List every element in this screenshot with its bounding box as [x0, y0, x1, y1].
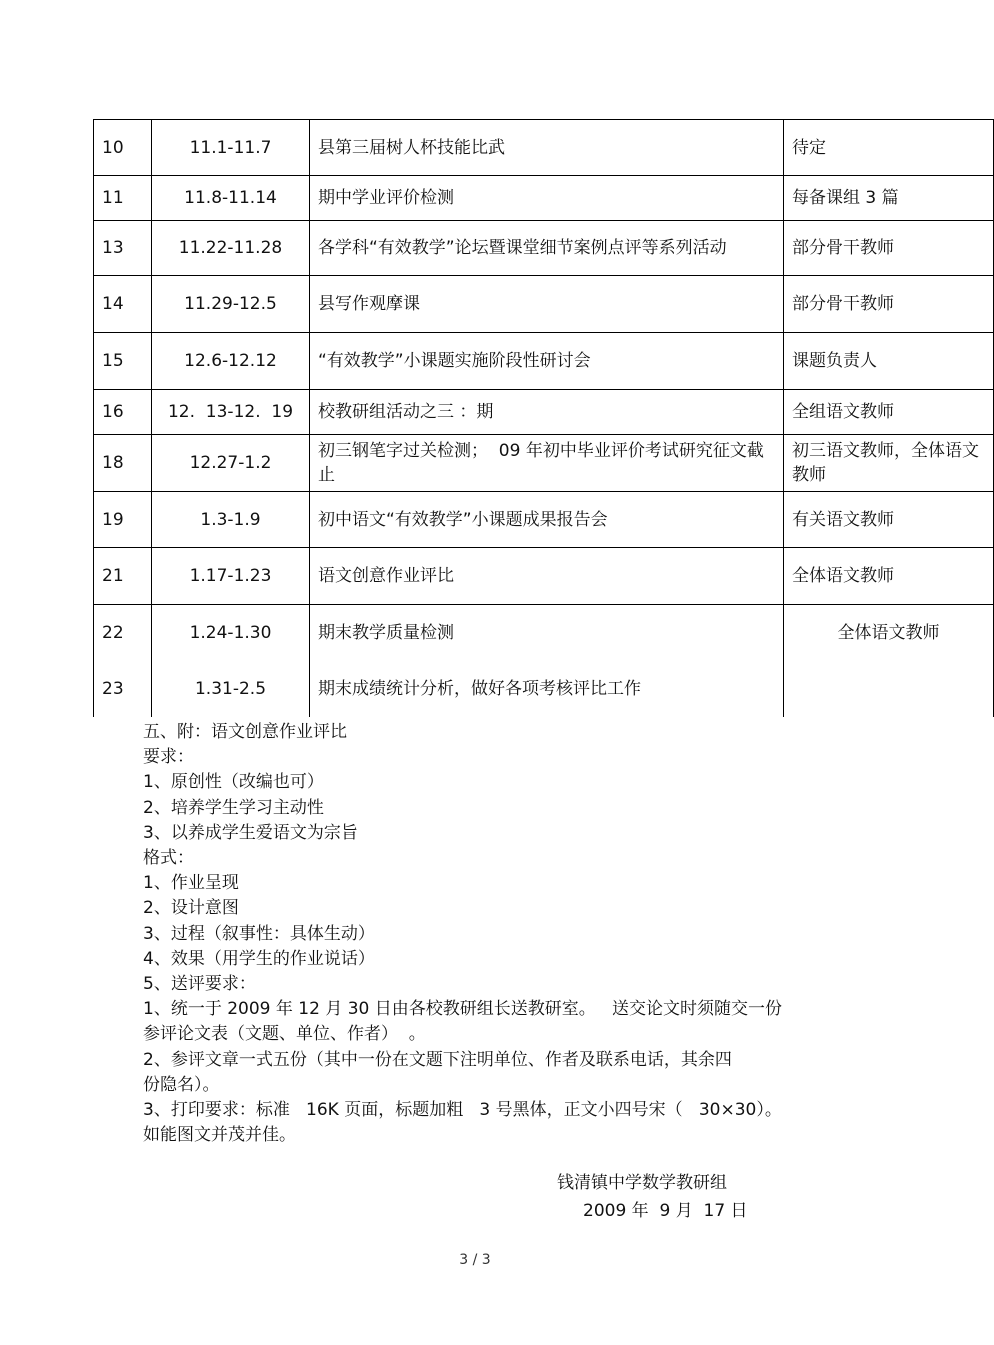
- table-row: [94, 390, 994, 435]
- text-line: 格式：: [143, 848, 194, 869]
- appendix-text: [143, 720, 843, 1148]
- row-number: 18: [94, 435, 152, 492]
- row-date: 11.22-11.28: [152, 221, 310, 276]
- text-line: 1、原创性（改编也可）: [143, 772, 324, 793]
- text-line: 参评论文表（文题、单位、作者） 。: [143, 1024, 426, 1045]
- row-number: 23: [94, 661, 152, 717]
- row-content: 校教研组活动之三 ：期: [310, 390, 784, 435]
- row-date: 12. 13-12. 19: [152, 390, 310, 435]
- text-line: 4、效果（用学生的作业说话）: [143, 948, 375, 969]
- row-number: 10: [94, 120, 152, 176]
- table-row: [94, 605, 994, 661]
- row-date: 1.17-1.23: [152, 548, 310, 605]
- row-content: 县写作观摩课: [310, 276, 784, 333]
- text-line: 2、设计意图: [143, 898, 239, 919]
- row-participants: 全组语文教师: [784, 390, 994, 435]
- text-line: 1、统一于 2009 年 12 月 30 日由各校教研组长送教研室。 送交论文时须随交一份: [143, 999, 782, 1020]
- row-date: 1.3-1.9: [152, 492, 310, 548]
- row-content: 县第三届树人杯技能比武: [310, 120, 784, 176]
- table-row: [94, 435, 994, 492]
- text-line: 1、作业呈现: [143, 873, 239, 894]
- row-participants: 全体语文教师: [784, 605, 994, 661]
- row-participants: 每备课组 3 篇: [784, 176, 994, 221]
- row-participants: 全体语文教师: [784, 548, 994, 605]
- table-row: [94, 333, 994, 390]
- table-row: [94, 221, 994, 276]
- row-date: 11.29-12.5: [152, 276, 310, 333]
- row-content: 期中学业评价检测: [310, 176, 784, 221]
- row-participants: 部分骨干教师: [784, 276, 994, 333]
- table-row: [94, 492, 994, 548]
- table-row: [94, 276, 994, 333]
- row-number: 15: [94, 333, 152, 390]
- row-participants: 课题负责人: [784, 333, 994, 390]
- row-participants: [784, 661, 994, 717]
- page-number: 3 / 3: [459, 1252, 491, 1268]
- row-date: 12.6-12.12: [152, 333, 310, 390]
- row-date: 1.31-2.5: [152, 661, 310, 717]
- signature-date: 2009 年 9 月 17 日: [583, 1201, 748, 1221]
- text-line: 如能图文并茂并佳。: [143, 1125, 296, 1146]
- row-content: 初三钢笔字过关检测； 09 年初中毕业评价考试研究征文截止: [310, 435, 784, 492]
- row-content: 各学科“有效教学”论坛暨课堂细节案例点评等系列活动: [310, 221, 784, 276]
- text-line: 2、培养学生学习主动性: [143, 797, 324, 818]
- row-content: 初中语文“有效教学”小课题成果报告会: [310, 492, 784, 548]
- row-number: 11: [94, 176, 152, 221]
- row-number: 14: [94, 276, 152, 333]
- text-line: 3、过程（叙事性：具体生动）: [143, 923, 375, 944]
- table-row: [94, 176, 994, 221]
- text-line: 五、附：语文创意作业评比: [143, 722, 347, 742]
- row-date: 1.24-1.30: [152, 605, 310, 661]
- text-line: 3、以养成学生爱语文为宗旨: [143, 822, 358, 843]
- signature-org: 钱清镇中学数学教研组: [557, 1173, 727, 1193]
- row-number: 22: [94, 605, 152, 661]
- table-row: [94, 120, 994, 176]
- row-content: 语文创意作业评比: [310, 548, 784, 605]
- row-participants: 待定: [784, 120, 994, 176]
- row-content: 期末教学质量检测: [310, 605, 784, 661]
- text-line: 3、打印要求：标准 16K 页面，标题加粗 3 号黑体，正文小四号宋（ 30×30）。: [143, 1100, 782, 1121]
- text-line: 5、送评要求：: [143, 974, 256, 995]
- row-participants: 初三语文教师，全体语文教师: [784, 435, 994, 492]
- row-number: 19: [94, 492, 152, 548]
- row-number: 16: [94, 390, 152, 435]
- row-content: 期末成绩统计分析，做好各项考核评比工作: [310, 661, 784, 717]
- row-content: “有效教学”小课题实施阶段性研讨会: [310, 333, 784, 390]
- text-line: 份隐名）。: [143, 1074, 220, 1095]
- schedule-table: [93, 119, 994, 717]
- row-date: 11.8-11.14: [152, 176, 310, 221]
- row-participants: 部分骨干教师: [784, 221, 994, 276]
- table-row: [94, 548, 994, 605]
- row-date: 11.1-11.7: [152, 120, 310, 176]
- row-participants: 有关语文教师: [784, 492, 994, 548]
- row-date: 12.27-1.2: [152, 435, 310, 492]
- row-number: 21: [94, 548, 152, 605]
- text-line: 2、参评文章一式五份（其中一份在文题下注明单位、作者及联系电话，其余四: [143, 1049, 732, 1070]
- row-number: 13: [94, 221, 152, 276]
- text-line: 要求：: [143, 747, 194, 768]
- table-row: [94, 661, 994, 717]
